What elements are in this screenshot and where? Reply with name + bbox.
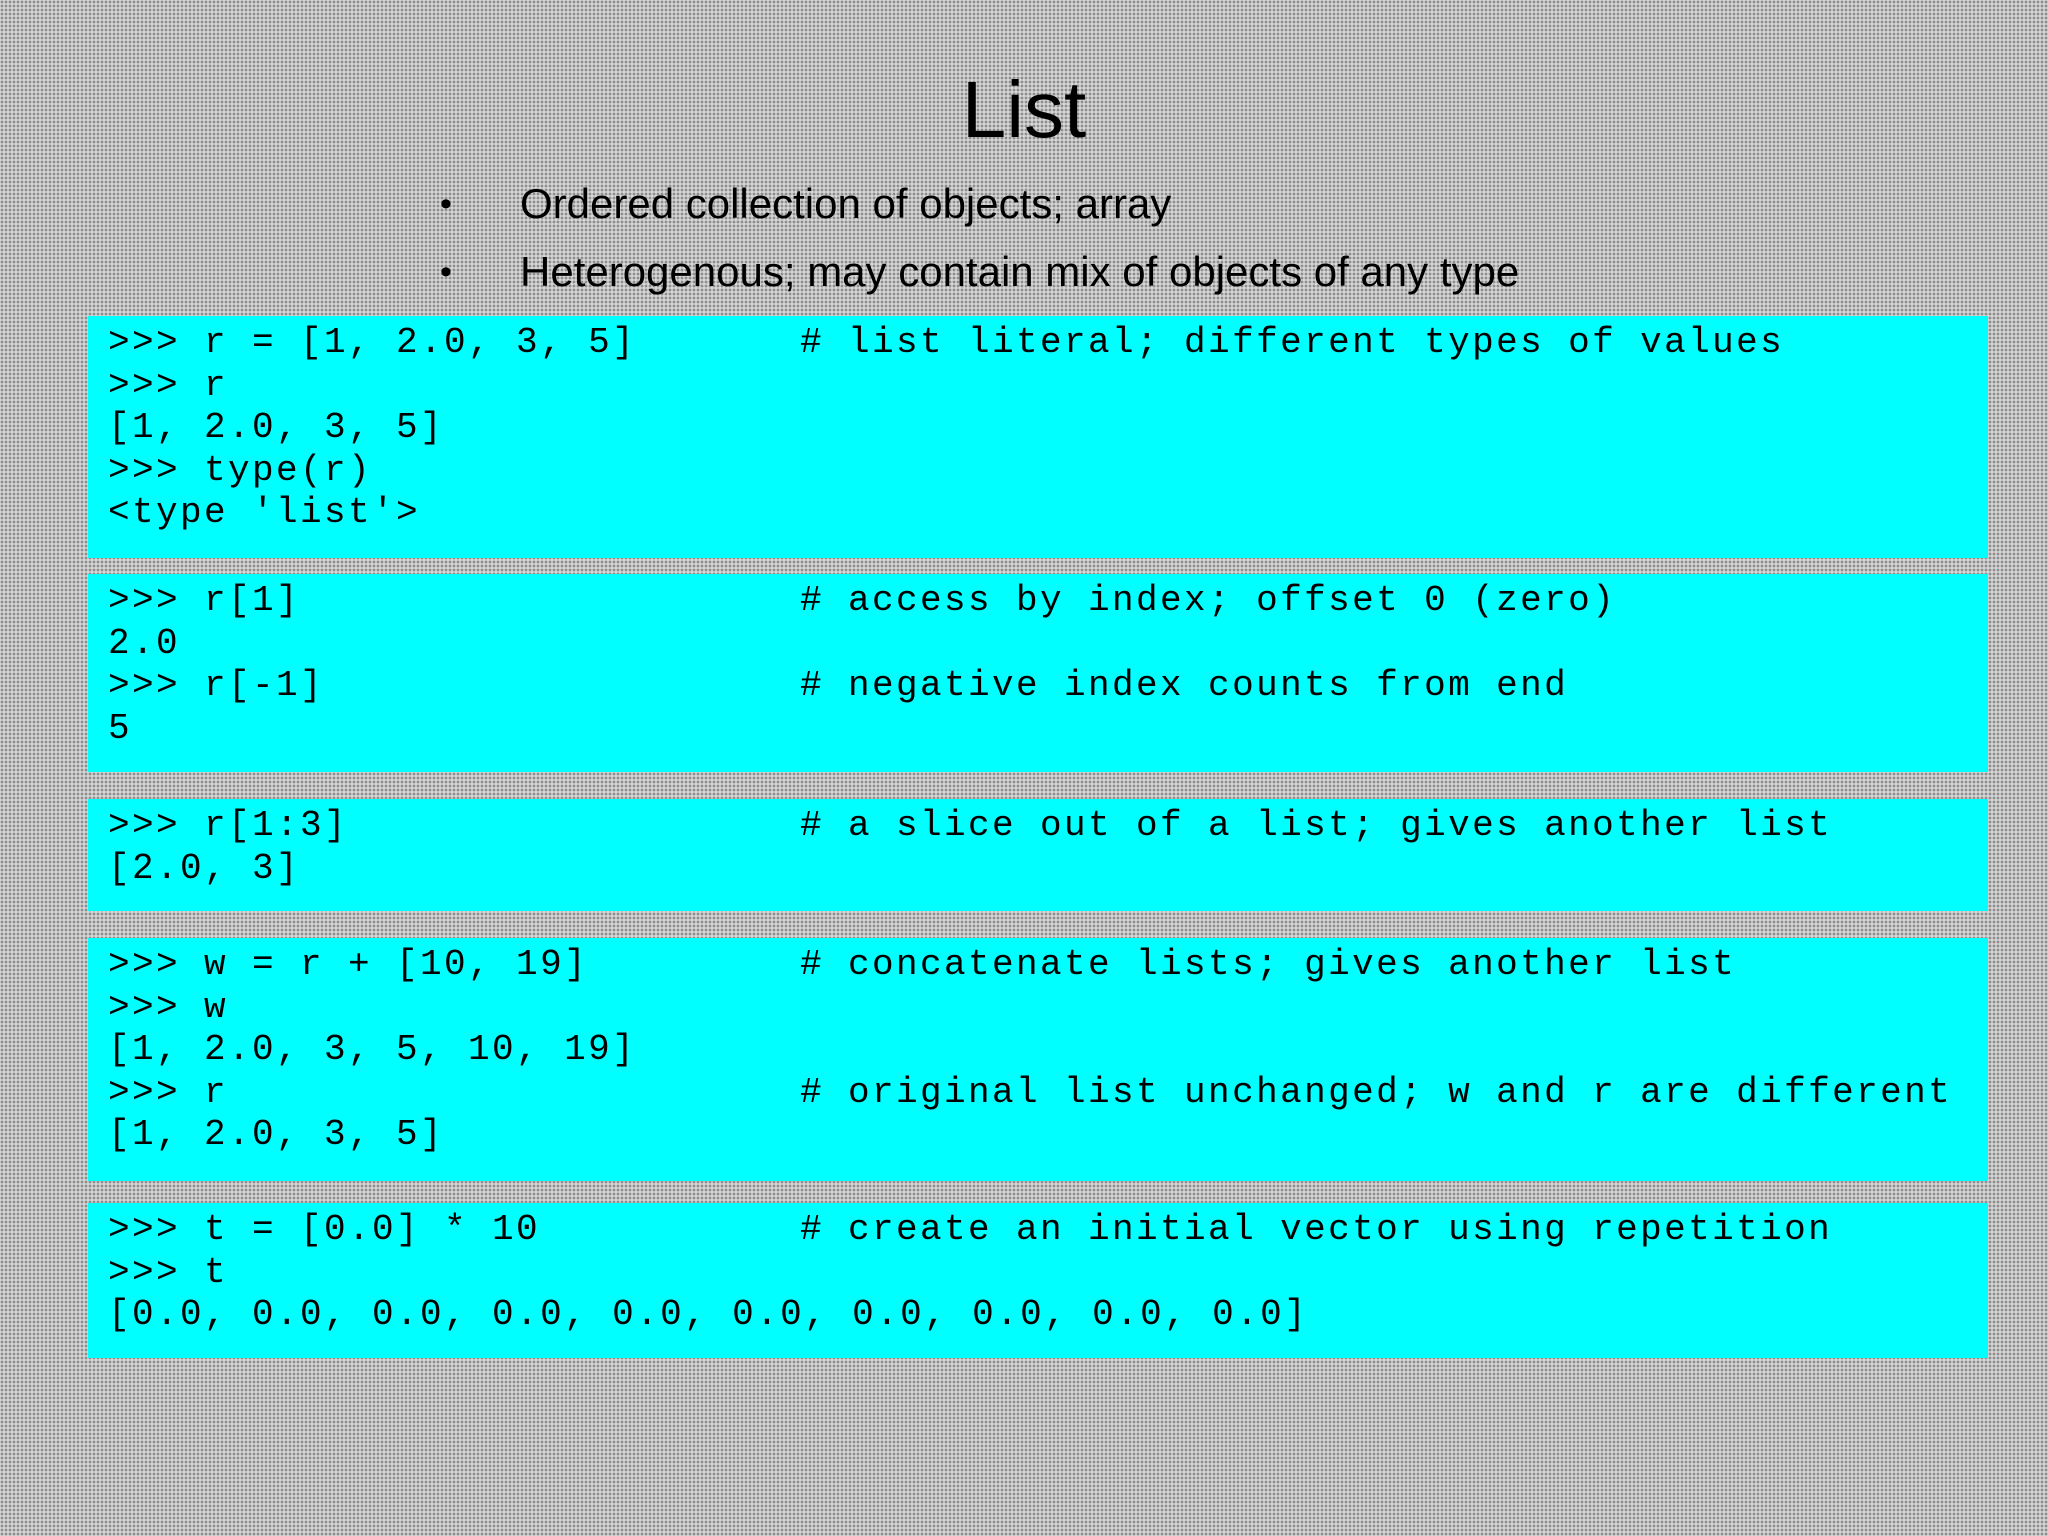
code-text: >>> r[1:3] — [108, 805, 349, 846]
bullet-item — [440, 178, 1519, 246]
bullet-text: Heterogenous; may contain mix of objects of any type — [520, 248, 1520, 295]
code-text: >>> r[1] — [108, 580, 301, 621]
code-block-concatenate — [88, 938, 1988, 1181]
slide-title: List — [961, 65, 1087, 154]
code-text: >>> r = [1, 2.0, 3, 5] — [108, 322, 637, 363]
code-line — [108, 1072, 1988, 1115]
code-line — [108, 944, 1988, 987]
code-line — [108, 848, 1988, 891]
code-text: >>> w — [108, 986, 229, 1028]
code-comment: # original list unchanged; w and r are different — [800, 1071, 1953, 1113]
code-text: >>> w = r + [10, 19] — [108, 944, 589, 985]
code-text: >>> t = [0.0] * 10 — [108, 1209, 541, 1250]
code-block-slice — [88, 799, 1988, 911]
bullet-icon: • — [440, 253, 452, 291]
code-text: >>> r — [108, 364, 229, 406]
code-comment: # concatenate lists; gives another list — [800, 944, 1737, 985]
code-line — [108, 1252, 1988, 1295]
code-comment: # negative index counts from end — [800, 665, 1569, 706]
code-text: >>> t — [108, 1251, 229, 1293]
bullet-text: Ordered collection of objects; array — [520, 180, 1172, 227]
code-line — [108, 1294, 1988, 1337]
code-line — [108, 365, 1988, 408]
code-line — [108, 580, 1988, 623]
code-line — [108, 1114, 1988, 1157]
code-line — [108, 492, 1988, 535]
code-text: [1, 2.0, 3, 5] — [108, 1114, 445, 1155]
code-text: 5 — [108, 707, 133, 749]
code-line — [108, 450, 1988, 493]
code-text: [1, 2.0, 3, 5, 10, 19] — [108, 1029, 637, 1070]
code-line — [108, 708, 1988, 751]
bullet-icon: • — [440, 185, 452, 223]
code-text: >>> type(r) — [108, 449, 373, 491]
code-line — [108, 623, 1988, 666]
bullet-item — [440, 246, 1519, 314]
code-comment: # list literal; different types of values — [800, 322, 1785, 363]
code-line — [108, 1209, 1988, 1252]
code-text: [1, 2.0, 3, 5] — [108, 407, 445, 448]
code-text: <type 'list'> — [108, 492, 421, 533]
code-line — [108, 665, 1988, 708]
code-text: >>> r — [108, 1071, 229, 1113]
code-comment: # a slice out of a list; gives another list — [800, 805, 1833, 846]
code-comment: # create an initial vector using repetition — [800, 1209, 1833, 1250]
code-block-list-literal — [88, 316, 1988, 558]
code-line — [108, 987, 1988, 1030]
code-text: [0.0, 0.0, 0.0, 0.0, 0.0, 0.0, 0.0, 0.0, 0.0, 0.0] — [108, 1294, 1309, 1335]
code-text: 2.0 — [108, 622, 181, 664]
code-line — [108, 322, 1988, 365]
code-block-repetition — [88, 1203, 1988, 1358]
code-line — [108, 1029, 1988, 1072]
bullet-list — [440, 178, 1519, 314]
code-text: >>> r[-1] — [108, 665, 325, 706]
code-block-indexing — [88, 574, 1988, 772]
code-comment: # access by index; offset 0 (zero) — [800, 580, 1617, 621]
code-text: [2.0, 3] — [108, 847, 301, 889]
code-line — [108, 805, 1988, 848]
code-line — [108, 407, 1988, 450]
